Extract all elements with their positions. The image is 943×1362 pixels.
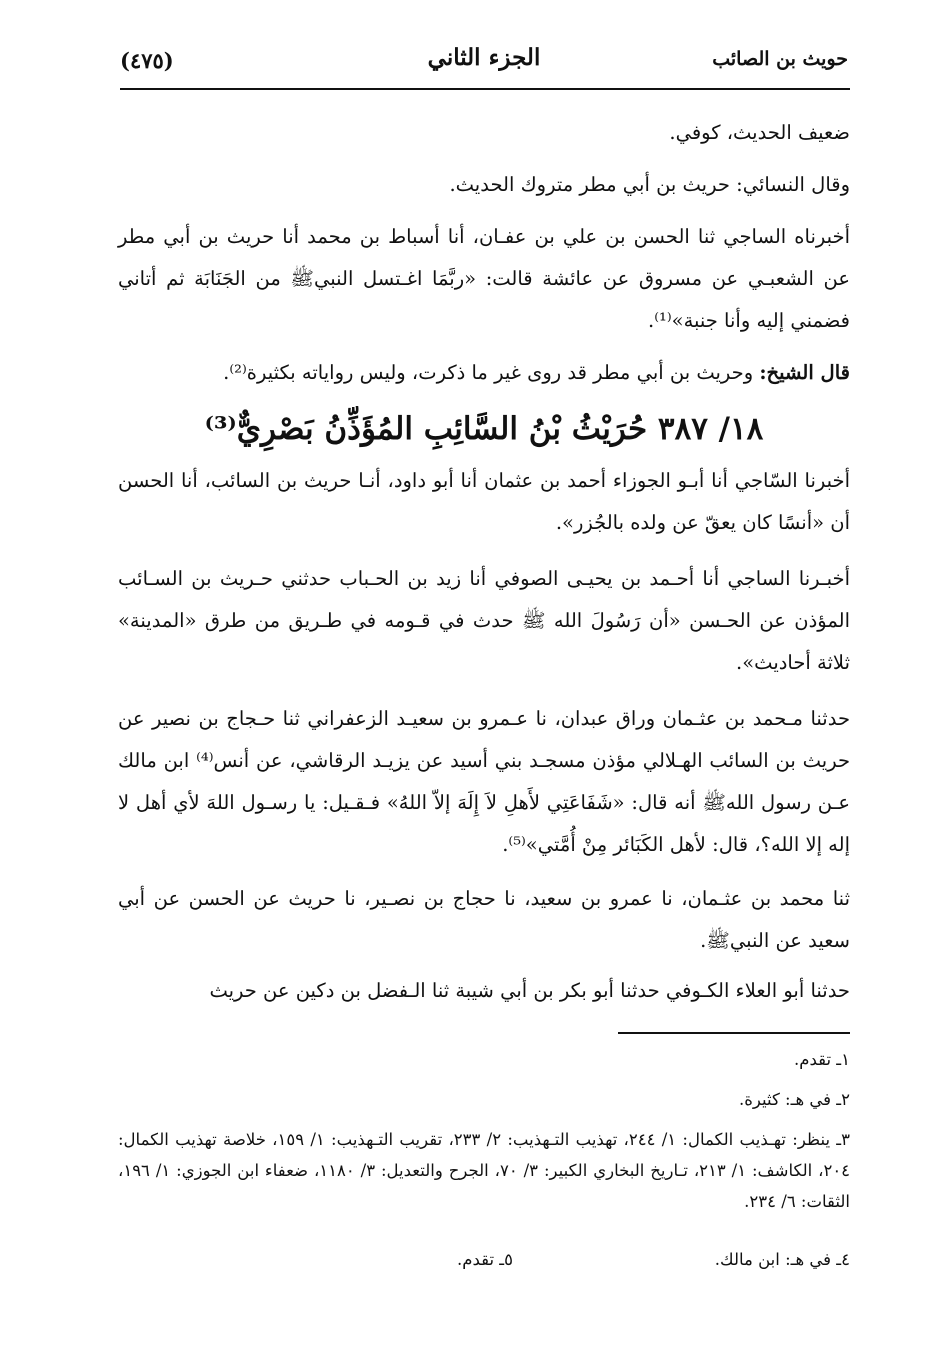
page-number: (٤٧٥) [120, 48, 174, 73]
paragraph-7: حدثنا مـحمد بن عثـمان وراق عبدان، نا عـمرو بن سعيـد الزعفراني ثنا حـجاج بن نصير عن حريث بن السائب الهـلالي مؤذن مسجـد بني أسيد عن يزيـد الرقاشي، عن أنس⁽⁴⁾ ابن مالك عـن رسول اللهﷺ أنه قال: «شَفَاعَتِي لأَهلِ لاَ إِلَهَ إلاّ اللهُ» فـقـيل: يا رسـول اللهَ لأي أهل لا إله إلا الله؟، قال: لأهل الكَبَائر مِنْ أُمَّتي»⁽⁵⁾. [118, 707, 851, 856]
volume-label: الجزء الثاني [427, 44, 541, 71]
paragraph-5: أخبرنا السّاجي أنا أبـو الجوزاء أحمد بن عثمان أنا أبو داود، أنـا حريث بن السائب، أنا الحسن أن «أنسًا كان يعقّ عن ولده بالجُزر». [118, 469, 850, 534]
footnote-3: ٣ـ ينظر: تهـذيب الكمال: ١/ ٢٤٤، تهذيب التـهذيب: ٢/ ٢٣٣، تقريب التـهذيب: ١/ ١٥٩، خلاصة تهذيب الكمال: ٢٠٤، الكاشف: ١/ ٢١٣، تـاريخ البخاري الكبير: ٣/ ٧٠، الجرح والتعديل: ٣/ ١١٨٠، ضعفاء ابن الجوزي: ١/ ١٩٦، الثقات: ٦/ ٢٣٤. [118, 1130, 851, 1211]
footnote-rule [618, 1032, 850, 1034]
footnote-2: ٢ـ في هـ: كثيرة. [739, 1090, 850, 1109]
paragraph-4 [118, 352, 850, 394]
paragraph-1: ضعيف الحديث، كوفي. [669, 121, 850, 144]
page-header [120, 44, 848, 84]
paragraph-2: وقال النسائي: حريث بن أبي مطر متروك الحديث. [449, 173, 850, 196]
footnote-4: ٤ـ في هـ: ابن مالك. [714, 1250, 850, 1269]
footnote-1: ١ـ تقدم. [793, 1050, 850, 1069]
header-rule [120, 88, 850, 90]
paragraph-3: أخبرناه الساجي ثنا الحسن بن علي بن عفـان، أنا أسباط بن محمد أنا حريث بن أبي مطر عن الشعبـي عن مسروق عن عائشة قالت: «ربَّمَا اغـتسل النبيﷺ من الجَنَابَة ثم أتاني فضمني إليه وأنا جنبة»⁽¹⁾. [118, 225, 850, 332]
paragraph-4-text: وحريث بن أبي مطر قد روى غير ما ذكرت، وليس رواياته بكثيرة⁽²⁾. [223, 361, 754, 384]
paragraph-8: ثنا محمد بن عثـمان، نا عمرو بن سعيد، نا حجاج بن نصـير، نا حريث عن الحسن عن أبي سعيد عن النبيﷺ. [118, 887, 850, 952]
entry-title: ١٨/ ٣٨٧ حُرَيْثُ بْنُ السَّائِبِ المُؤَذِّنُ بَصْرِيٌّ⁽³⁾ [204, 411, 764, 447]
footnote-5: ٥ـ تقدم. [456, 1250, 513, 1269]
sheikh-label: قال الشيخ: [759, 361, 850, 384]
paragraph-9: حدثنا أبو العلاء الكـوفي حدثنا أبو بكر بن أبي شيبة ثنا الـفضل بن دكين عن حريث [209, 979, 850, 1002]
section-name: حويث بن الصائب [712, 48, 848, 70]
paragraph-6: أخبـرنا الساجي أنا أحـمد بن يحيـى الصوفي أنا زيد بن الحـباب حدثني حـريث بن السـائب المؤذن عن الحـسن «أن رَسُولَ الله ﷺ حدث في قـومه في طـريق من طرق «المدينة» ثلاثة أحاديث». [118, 567, 850, 674]
